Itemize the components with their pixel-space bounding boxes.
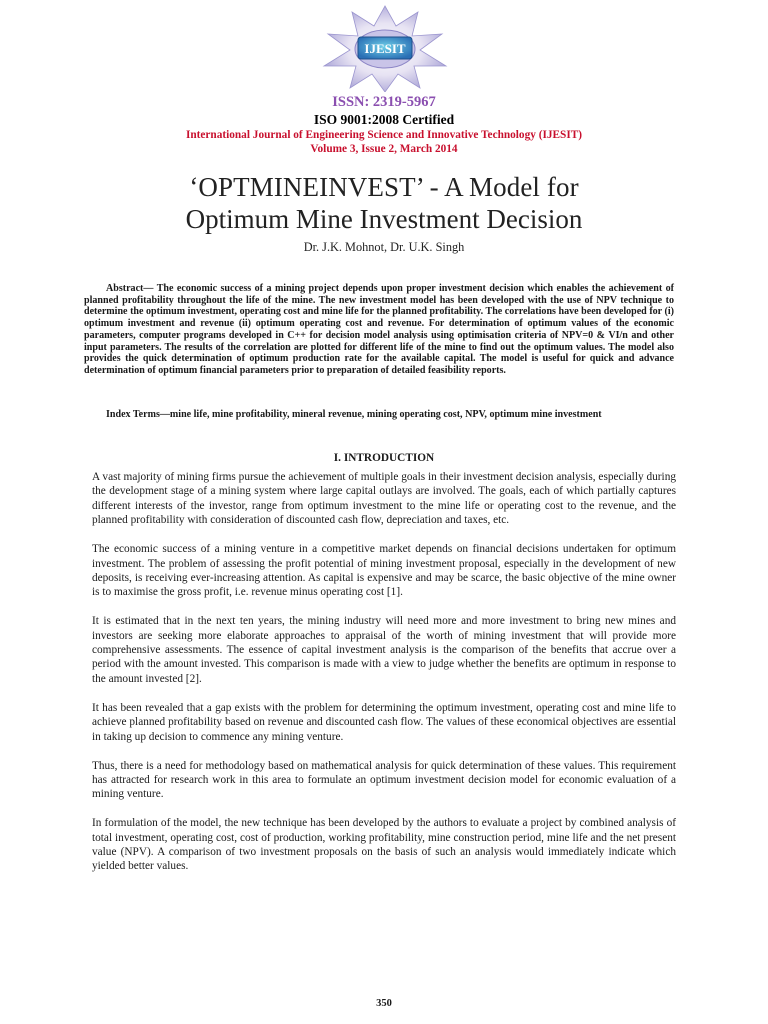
- index-terms: Index Terms—mine life, mine profitability, mineral revenue, mining operating cost, NPV, optimum mine investment: [106, 409, 602, 420]
- iso-certification: ISO 9001:2008 Certified: [313, 112, 455, 127]
- journal-name: International Journal of Engineering Science and Innovative Technology (IJESIT): [185, 129, 583, 141]
- paragraph: It is estimated that in the next ten years, the mining industry will need more and more investment to bring new mines and investors are seeking more elaborate approaches to appraisal of the worth of mining investment that will provide more comprehensive assessments. The essence of capital investment analysis is the comparison of the benefits that accrue over a period with the amount invested. This comparison is made with a view to judge whether the benefits are optimum in response to the amount invested [2].: [92, 615, 676, 685]
- issn: ISSN: 2319-5967: [332, 94, 436, 110]
- paper-authors: Dr. J.K. Mohnot, Dr. U.K. Singh: [303, 240, 465, 254]
- paper-title-line-2: Optimum Mine Investment Decision: [185, 204, 583, 234]
- logo-text: IJESIT: [364, 41, 406, 56]
- paragraph: The economic success of a mining venture in a competitive market depends on financial decisions undertaken for optimum investment. The problem of assessing the profit potential of mining investment proposal, especially in the development of new deposits, is receiving ever-increasing attention. As capital is expensive and may be scarce, the basic objective of the mine owner is to maximise the gross profit, i.e. revenue minus operating cost [1].: [92, 543, 676, 599]
- abstract: Abstract— The economic success of a mining project depends upon proper investment decision which enables the achievement of planned profitability throughout the life of the mine. The new investment model has been developed with the use of NPV technique to determine the optimum investment, operating cost and mine life for the planned profitability. The correlations have been developed for (i) optimum investment and revenue (ii) optimum operating cost and revenue. For determination of optimum values of the economic parameters, computer programs developed in C++ for decision model analysis using optimisation criteria of NPV=0 & VI/n and other input parameters. The results of the correlation are plotted for different life of the mine to find out the optimum values. The model also provides the quick determination of optimum production rate for the available capital. The model is useful for quick and advance determination of optimum financial parameters prior to preparation of detailed feasibility reports.: [84, 283, 674, 376]
- paragraph: It has been revealed that a gap exists with the problem for determining the optimum investment, operating cost and mine life to achieve planned profitability based on revenue and discounted cash flow. The values of these economical objectives are essential in taking up decision to commence any mining venture.: [92, 701, 676, 743]
- journal-logo: [300, 4, 470, 92]
- journal-volume: Volume 3, Issue 2, March 2014: [310, 143, 458, 155]
- star-emblem-icon: [300, 4, 470, 92]
- paragraph: A vast majority of mining firms pursue the achievement of multiple goals in their investment decision analysis, especially during the development stage of a mining system where large capital outlays are involved. The goals, each of which partially captures different interests of the investor, range from optimum investment to the mine life or operating cost to the revenue, and the planned profitability with consideration of discounted cash flow, depreciation and taxes, etc.: [92, 471, 676, 527]
- page-number: 350: [376, 998, 392, 1009]
- section-heading-introduction: I. INTRODUCTION: [333, 452, 435, 464]
- paragraph: Thus, there is a need for methodology based on mathematical analysis for quick determination of these values. This requirement has attracted for research work in this area to formulate an optimum investment decision model for economic evaluation of a mining venture.: [92, 759, 676, 801]
- paper-title-line-1: ‘OPTMINEINVEST’ - A Model for: [189, 172, 579, 202]
- paragraph: In formulation of the model, the new technique has been developed by the authors to evaluate a project by combined analysis of total investment, operating cost, cost of production, working profitability, mine construction period, mine life and the net present value (NPV). A comparison of two investment proposals on the basis of such an analysis would immediately indicate which yielded better values.: [92, 817, 676, 873]
- introduction-body: [92, 470, 676, 888]
